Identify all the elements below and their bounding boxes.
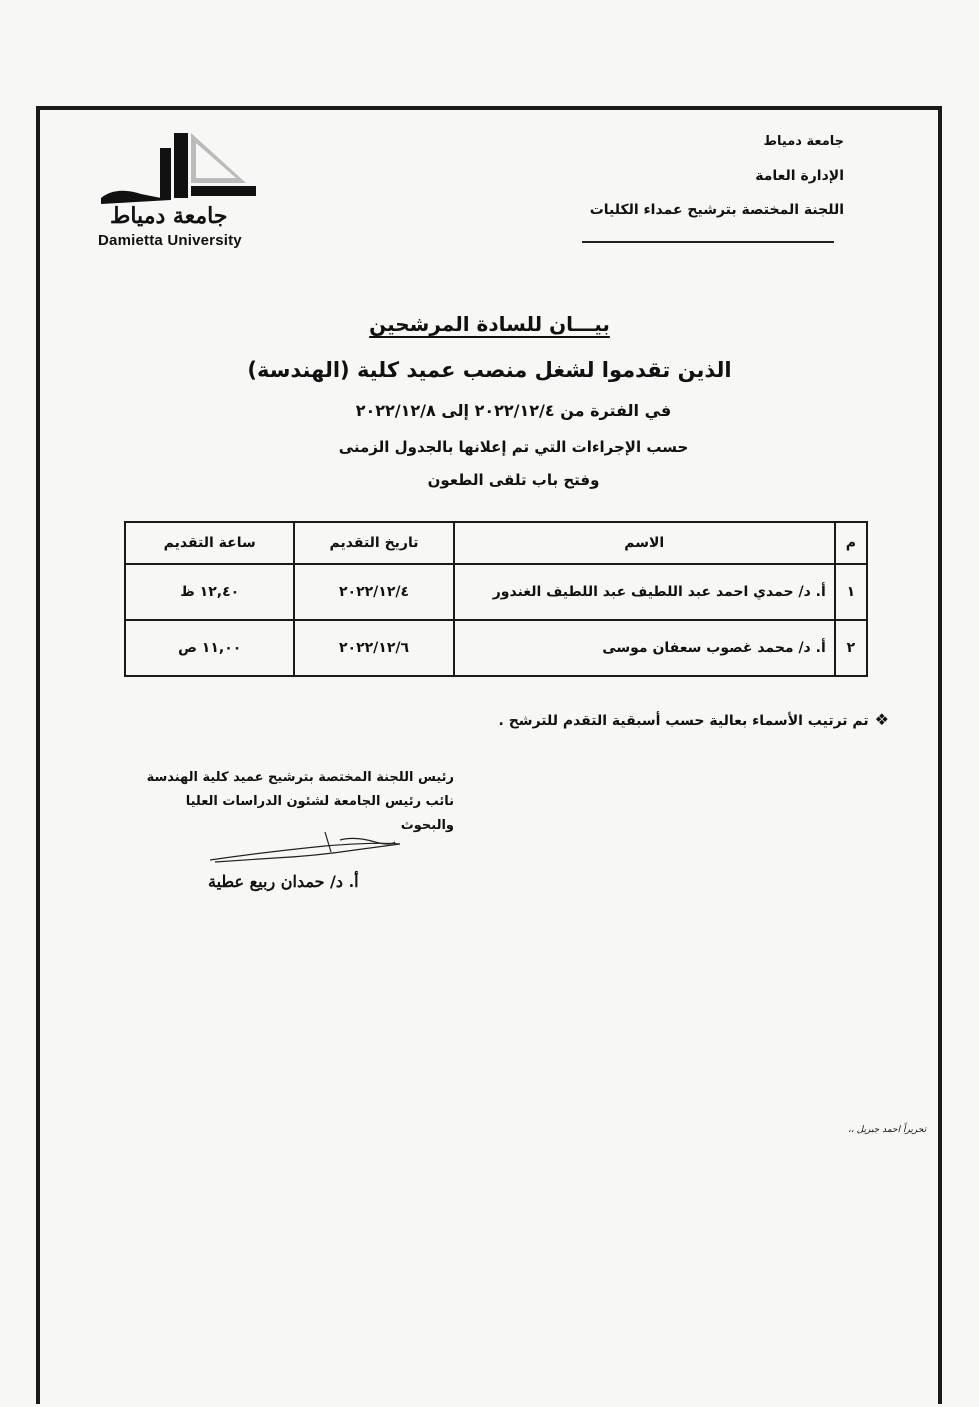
cell-name: أ. د/ حمدي احمد عبد اللطيف عبد اللطيف الغندور — [454, 564, 835, 620]
header-number: م — [835, 522, 867, 564]
page-border — [36, 106, 942, 1404]
university-name: جامعة دمياط — [763, 134, 844, 149]
logo-arabic-text: جامعة دمياط — [110, 203, 228, 229]
header-date: تاريخ التقديم — [294, 522, 453, 564]
cell-number: ١ — [835, 564, 867, 620]
cell-date: ٢٠٢٢/١٢/٤ — [294, 564, 453, 620]
department-name: الإدارة العامة — [755, 168, 844, 184]
table-row — [125, 620, 867, 676]
statement-appeals: وفتح باب تلقى الطعون — [427, 471, 600, 489]
statement-period: في الفترة من ٢٠٢٢/١٢/٤ إلى ٢٠٢٢/١٢/٨ — [355, 401, 672, 420]
header-block — [544, 125, 844, 227]
signatory-role-1: رئيس اللجنة المختصة بترشيح عميد كلية الهندسة — [146, 770, 454, 785]
ordering-note — [499, 710, 889, 729]
committee-name: اللجنة المختصة بترشيح عمداء الكليات — [589, 202, 844, 218]
note-text: تم ترتيب الأسماء بعالية حسب أسبقية التقدم للترشح . — [498, 713, 869, 729]
cell-name: أ. د/ محمد غصوب سعفان موسى — [454, 620, 835, 676]
cell-time: ١٢,٤٠ ظ — [125, 564, 294, 620]
header-divider — [582, 241, 834, 243]
typist-note: تحريراً احمد جبريل ،، — [848, 1125, 927, 1135]
logo-english-text: Damietta University — [98, 232, 242, 249]
table-header-row — [125, 522, 867, 564]
table-row — [125, 564, 867, 620]
signatory-role-2: نائب رئيس الجامعة لشئون الدراسات العليا والبحوث — [185, 794, 454, 833]
cell-date: ٢٠٢٢/١٢/٦ — [294, 620, 453, 676]
cell-time: ١١,٠٠ ص — [125, 620, 294, 676]
header-time: ساعة التقديم — [125, 522, 294, 564]
statement-subtitle: الذين تقدموا لشغل منصب عميد كلية (الهندسة) — [247, 358, 732, 382]
statement-procedure: حسب الإجراءات التي تم إعلانها بالجدول الزمنى — [338, 438, 689, 456]
header-name: الاسم — [454, 522, 835, 564]
statement-title: بيـــان للسادة المرشحين — [369, 312, 610, 336]
cell-number: ٢ — [835, 620, 867, 676]
candidates-table — [124, 521, 868, 677]
signatory-name: أ. د/ حمدان ربيع عطية — [208, 872, 359, 891]
diamond-bullet-icon: ❖ — [874, 710, 889, 729]
